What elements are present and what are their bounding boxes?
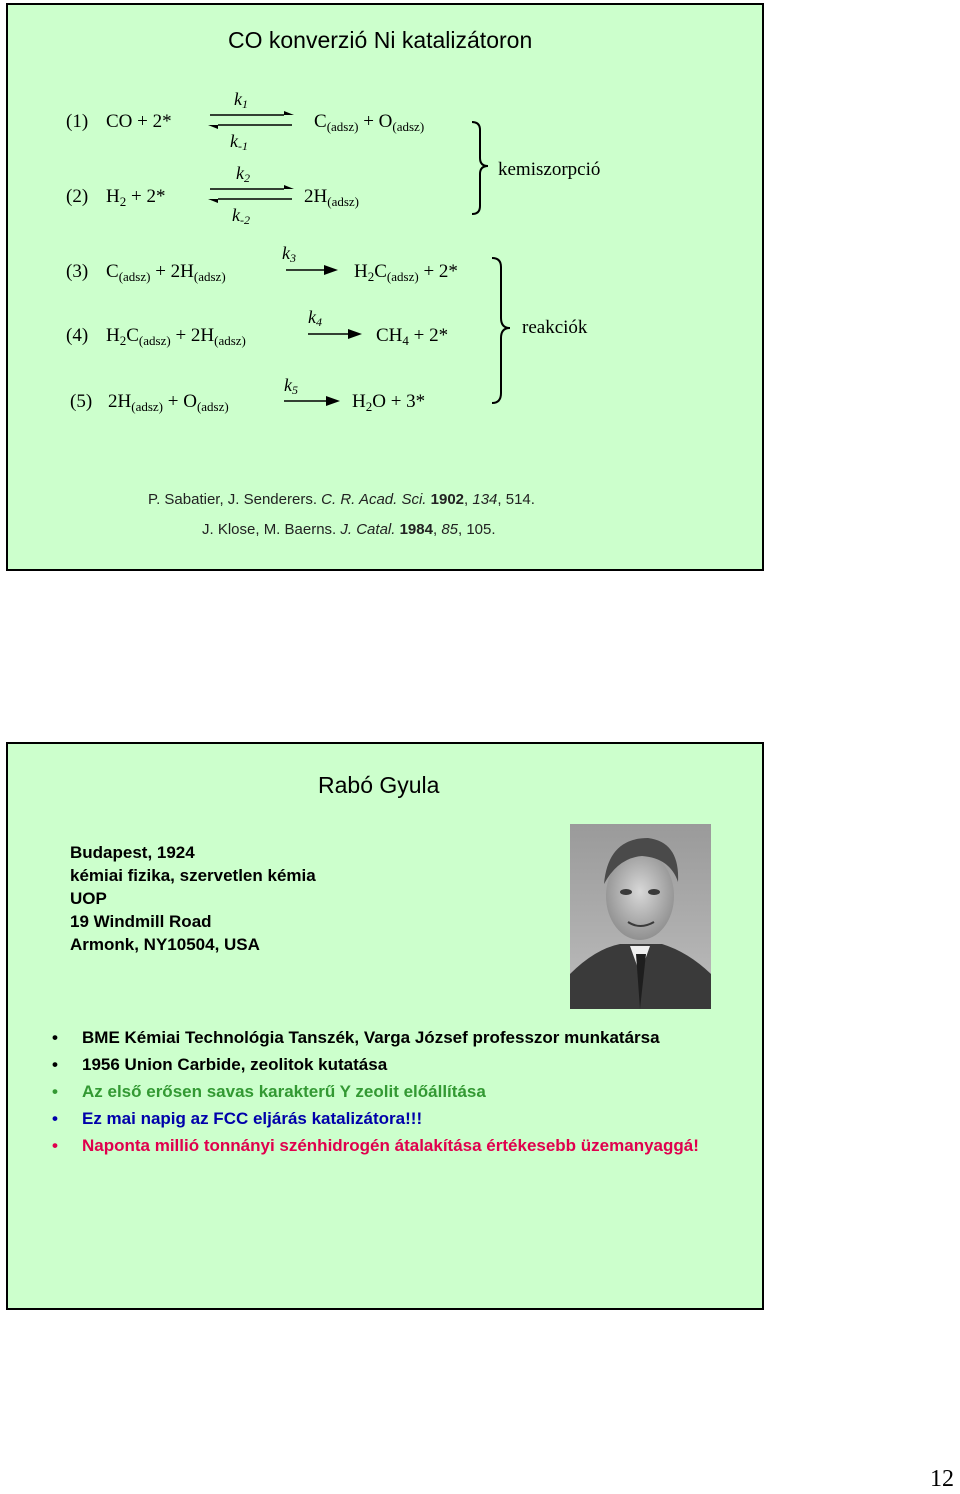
list-item [52, 1107, 752, 1130]
brace-label-chemisorption: kemiszorpció [498, 159, 601, 180]
reaction-1-reactants: CO + 2* [106, 111, 172, 132]
reaction-3-reactants: $C_{(adsz)} + 2H_{(adsz)}$ [106, 261, 226, 284]
reaction-4-reactants: $H_2C_{(adsz)} + 2H_{(adsz)}$ [106, 325, 246, 348]
bullet-text: 1956 Union Carbide, zeolitok kutatása [82, 1055, 388, 1074]
reference-1: P. Sabatier, J. Senderers. C. R. Acad. Sci. 1902, 134, 514. [148, 491, 535, 508]
bio-line: kémiai fizika, szervetlen kémia [70, 866, 316, 885]
list-item [52, 1134, 752, 1157]
list-item [52, 1026, 752, 1049]
rate-constant-k-2: $k_{-2}$ [232, 205, 250, 227]
bullet-text: BME Kémiai Technológia Tanszék, Varga József professzor munkatársa [82, 1028, 660, 1047]
rate-constant-k3: $k_3$ [282, 243, 296, 265]
reaction-5-products: $H_2O + 3*$ [352, 391, 426, 414]
bullet-text: Naponta millió tonnányi szénhidrogén átalakítása értékesebb üzemanyaggá! [82, 1136, 699, 1155]
reaction-1-number: (1) [66, 111, 89, 132]
bullet-icon: • [52, 1109, 58, 1128]
reaction-2-reactants: $H_2 + 2*$ [106, 186, 166, 209]
biography-block [70, 841, 316, 956]
bullet-icon: • [52, 1136, 58, 1155]
bullet-icon: • [52, 1055, 58, 1074]
slide-title: Rabó Gyula [318, 772, 440, 798]
bullet-icon: • [52, 1028, 58, 1047]
bio-line: Budapest, 1924 [70, 843, 195, 862]
rate-constant-k5: $k_5$ [284, 375, 298, 397]
bio-line: 19 Windmill Road [70, 912, 212, 931]
slide-co-conversion [6, 3, 764, 571]
reaction-2-number: (2) [66, 186, 89, 207]
page-number: 12 [930, 1466, 954, 1492]
slide-rabo-gyula [6, 742, 764, 1310]
rate-constant-k1: $k_1$ [234, 89, 248, 111]
rate-constant-k4: $k_4$ [308, 307, 322, 329]
list-item [52, 1053, 752, 1076]
list-item [52, 1080, 752, 1103]
bullet-list [52, 1026, 752, 1161]
reference-2: J. Klose, M. Baerns. J. Catal. 1984, 85, 105. [202, 521, 496, 538]
bullet-icon: • [52, 1082, 58, 1101]
reaction-4-products: $CH_4 + 2*$ [376, 325, 449, 348]
bio-line: Armonk, NY10504, USA [70, 935, 260, 954]
slide-title: CO konverzió Ni katalizátoron [228, 27, 533, 53]
portrait-photo [570, 824, 711, 1009]
reaction-2-products: $2H_{(adsz)}$ [304, 186, 359, 209]
reaction-3-products: $H_2C_{(adsz)} + 2*$ [354, 261, 458, 284]
reaction-4-number: (4) [66, 325, 89, 346]
bullet-text: Ez mai napig az FCC eljárás katalizátora!!! [82, 1109, 423, 1128]
reaction-3-number: (3) [66, 261, 89, 282]
reaction-5-number: (5) [70, 391, 93, 412]
reaction-arrows [8, 5, 766, 573]
rate-constant-k-1: $k_{-1}$ [230, 131, 248, 153]
reaction-1-products: $C_{(adsz)} + O_{(adsz)}$ [314, 111, 425, 134]
rate-constant-k2: $k_2$ [236, 163, 250, 185]
reaction-5-reactants: $2H_{(adsz)} + O_{(adsz)}$ [108, 391, 229, 414]
bio-line: UOP [70, 889, 107, 908]
brace-label-reactions: reakciók [522, 317, 588, 338]
bullet-text: Az első erősen savas karakterű Y zeolit előállítása [82, 1082, 486, 1101]
